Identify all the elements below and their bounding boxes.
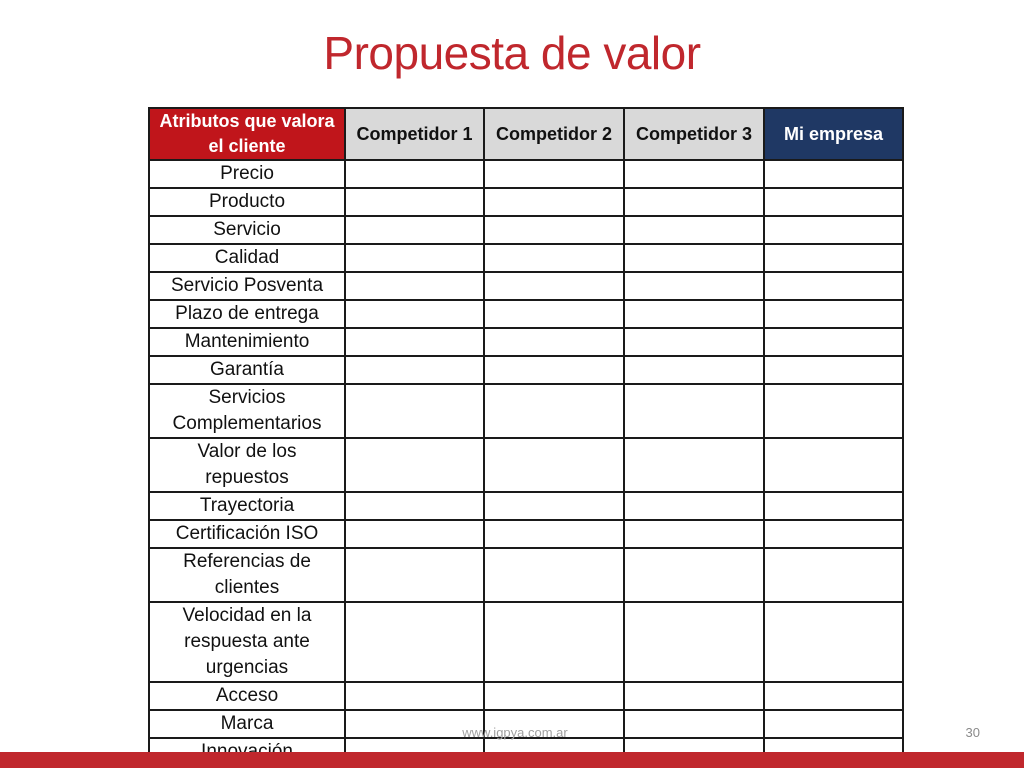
table-row bbox=[149, 682, 903, 710]
footer-url: www.igpya.com.ar bbox=[462, 725, 568, 740]
empty-cell[interactable] bbox=[624, 492, 764, 520]
empty-cell[interactable] bbox=[624, 216, 764, 244]
empty-cell[interactable] bbox=[484, 492, 624, 520]
page-number: 30 bbox=[965, 725, 980, 740]
table-row bbox=[149, 548, 903, 602]
empty-cell[interactable] bbox=[624, 328, 764, 356]
attribute-label: Valor de los repuestos bbox=[149, 438, 345, 492]
empty-cell[interactable] bbox=[764, 356, 903, 384]
bottom-accent-bar bbox=[0, 752, 1024, 768]
empty-cell[interactable] bbox=[764, 160, 903, 188]
empty-cell[interactable] bbox=[484, 188, 624, 216]
table-row bbox=[149, 492, 903, 520]
empty-cell[interactable] bbox=[484, 602, 624, 682]
empty-cell[interactable] bbox=[764, 188, 903, 216]
empty-cell[interactable] bbox=[624, 300, 764, 328]
header-competitor-3: Competidor 3 bbox=[624, 108, 764, 160]
empty-cell[interactable] bbox=[624, 682, 764, 710]
empty-cell[interactable] bbox=[484, 548, 624, 602]
table-row bbox=[149, 520, 903, 548]
empty-cell[interactable] bbox=[764, 682, 903, 710]
attribute-label: Servicio bbox=[149, 216, 345, 244]
attribute-label: Certificación ISO bbox=[149, 520, 345, 548]
attribute-label: Precio bbox=[149, 160, 345, 188]
header-my-company: Mi empresa bbox=[764, 108, 903, 160]
empty-cell[interactable] bbox=[764, 520, 903, 548]
attribute-label: Servicios Complementarios bbox=[149, 384, 345, 438]
empty-cell[interactable] bbox=[345, 244, 484, 272]
empty-cell[interactable] bbox=[624, 272, 764, 300]
empty-cell[interactable] bbox=[764, 216, 903, 244]
attribute-label: Producto bbox=[149, 188, 345, 216]
value-proposition-table bbox=[148, 107, 904, 767]
table-row bbox=[149, 272, 903, 300]
attribute-label: Referencias de clientes bbox=[149, 548, 345, 602]
empty-cell[interactable] bbox=[764, 300, 903, 328]
table-row bbox=[149, 356, 903, 384]
table-row bbox=[149, 160, 903, 188]
empty-cell[interactable] bbox=[764, 272, 903, 300]
empty-cell[interactable] bbox=[484, 384, 624, 438]
attribute-label: Velocidad en la respuesta ante urgencias bbox=[149, 602, 345, 682]
empty-cell[interactable] bbox=[484, 244, 624, 272]
table-body bbox=[149, 160, 903, 766]
table-row bbox=[149, 244, 903, 272]
slide-title: Propuesta de valor bbox=[323, 27, 701, 79]
empty-cell[interactable] bbox=[624, 710, 764, 738]
empty-cell[interactable] bbox=[345, 300, 484, 328]
empty-cell[interactable] bbox=[624, 356, 764, 384]
header-attributes: Atributos que valora el cliente bbox=[149, 108, 345, 160]
empty-cell[interactable] bbox=[484, 272, 624, 300]
empty-cell[interactable] bbox=[624, 548, 764, 602]
header-competitor-1: Competidor 1 bbox=[345, 108, 484, 160]
empty-cell[interactable] bbox=[345, 272, 484, 300]
empty-cell[interactable] bbox=[345, 602, 484, 682]
empty-cell[interactable] bbox=[345, 492, 484, 520]
table-row bbox=[149, 216, 903, 244]
table-row bbox=[149, 438, 903, 492]
empty-cell[interactable] bbox=[345, 328, 484, 356]
attribute-label: Acceso bbox=[149, 682, 345, 710]
table-header-row bbox=[149, 108, 903, 160]
empty-cell[interactable] bbox=[624, 384, 764, 438]
attribute-label: Plazo de entrega bbox=[149, 300, 345, 328]
attribute-label: Marca bbox=[149, 710, 345, 738]
empty-cell[interactable] bbox=[624, 438, 764, 492]
empty-cell[interactable] bbox=[345, 160, 484, 188]
attribute-label: Garantía bbox=[149, 356, 345, 384]
empty-cell[interactable] bbox=[764, 602, 903, 682]
empty-cell[interactable] bbox=[484, 216, 624, 244]
table-row bbox=[149, 602, 903, 682]
empty-cell[interactable] bbox=[345, 548, 484, 602]
empty-cell[interactable] bbox=[484, 356, 624, 384]
empty-cell[interactable] bbox=[345, 682, 484, 710]
empty-cell[interactable] bbox=[345, 520, 484, 548]
attribute-label: Mantenimiento bbox=[149, 328, 345, 356]
table-row bbox=[149, 300, 903, 328]
empty-cell[interactable] bbox=[624, 188, 764, 216]
empty-cell[interactable] bbox=[484, 438, 624, 492]
empty-cell[interactable] bbox=[345, 216, 484, 244]
attribute-label: Trayectoria bbox=[149, 492, 345, 520]
empty-cell[interactable] bbox=[624, 160, 764, 188]
empty-cell[interactable] bbox=[345, 356, 484, 384]
table-row bbox=[149, 384, 903, 438]
attribute-label: Servicio Posventa bbox=[149, 272, 345, 300]
table-row bbox=[149, 328, 903, 356]
empty-cell[interactable] bbox=[484, 520, 624, 548]
empty-cell[interactable] bbox=[624, 244, 764, 272]
empty-cell[interactable] bbox=[764, 548, 903, 602]
empty-cell[interactable] bbox=[345, 384, 484, 438]
empty-cell[interactable] bbox=[345, 188, 484, 216]
attribute-label: Calidad bbox=[149, 244, 345, 272]
empty-cell[interactable] bbox=[484, 682, 624, 710]
empty-cell[interactable] bbox=[764, 492, 903, 520]
empty-cell[interactable] bbox=[345, 438, 484, 492]
empty-cell[interactable] bbox=[764, 710, 903, 738]
empty-cell[interactable] bbox=[624, 520, 764, 548]
empty-cell[interactable] bbox=[764, 384, 903, 438]
empty-cell[interactable] bbox=[764, 328, 903, 356]
empty-cell[interactable] bbox=[764, 438, 903, 492]
empty-cell[interactable] bbox=[624, 602, 764, 682]
empty-cell[interactable] bbox=[484, 160, 624, 188]
empty-cell[interactable] bbox=[764, 244, 903, 272]
header-competitor-2: Competidor 2 bbox=[484, 108, 624, 160]
empty-cell[interactable] bbox=[484, 300, 624, 328]
empty-cell[interactable] bbox=[484, 328, 624, 356]
table-row bbox=[149, 188, 903, 216]
